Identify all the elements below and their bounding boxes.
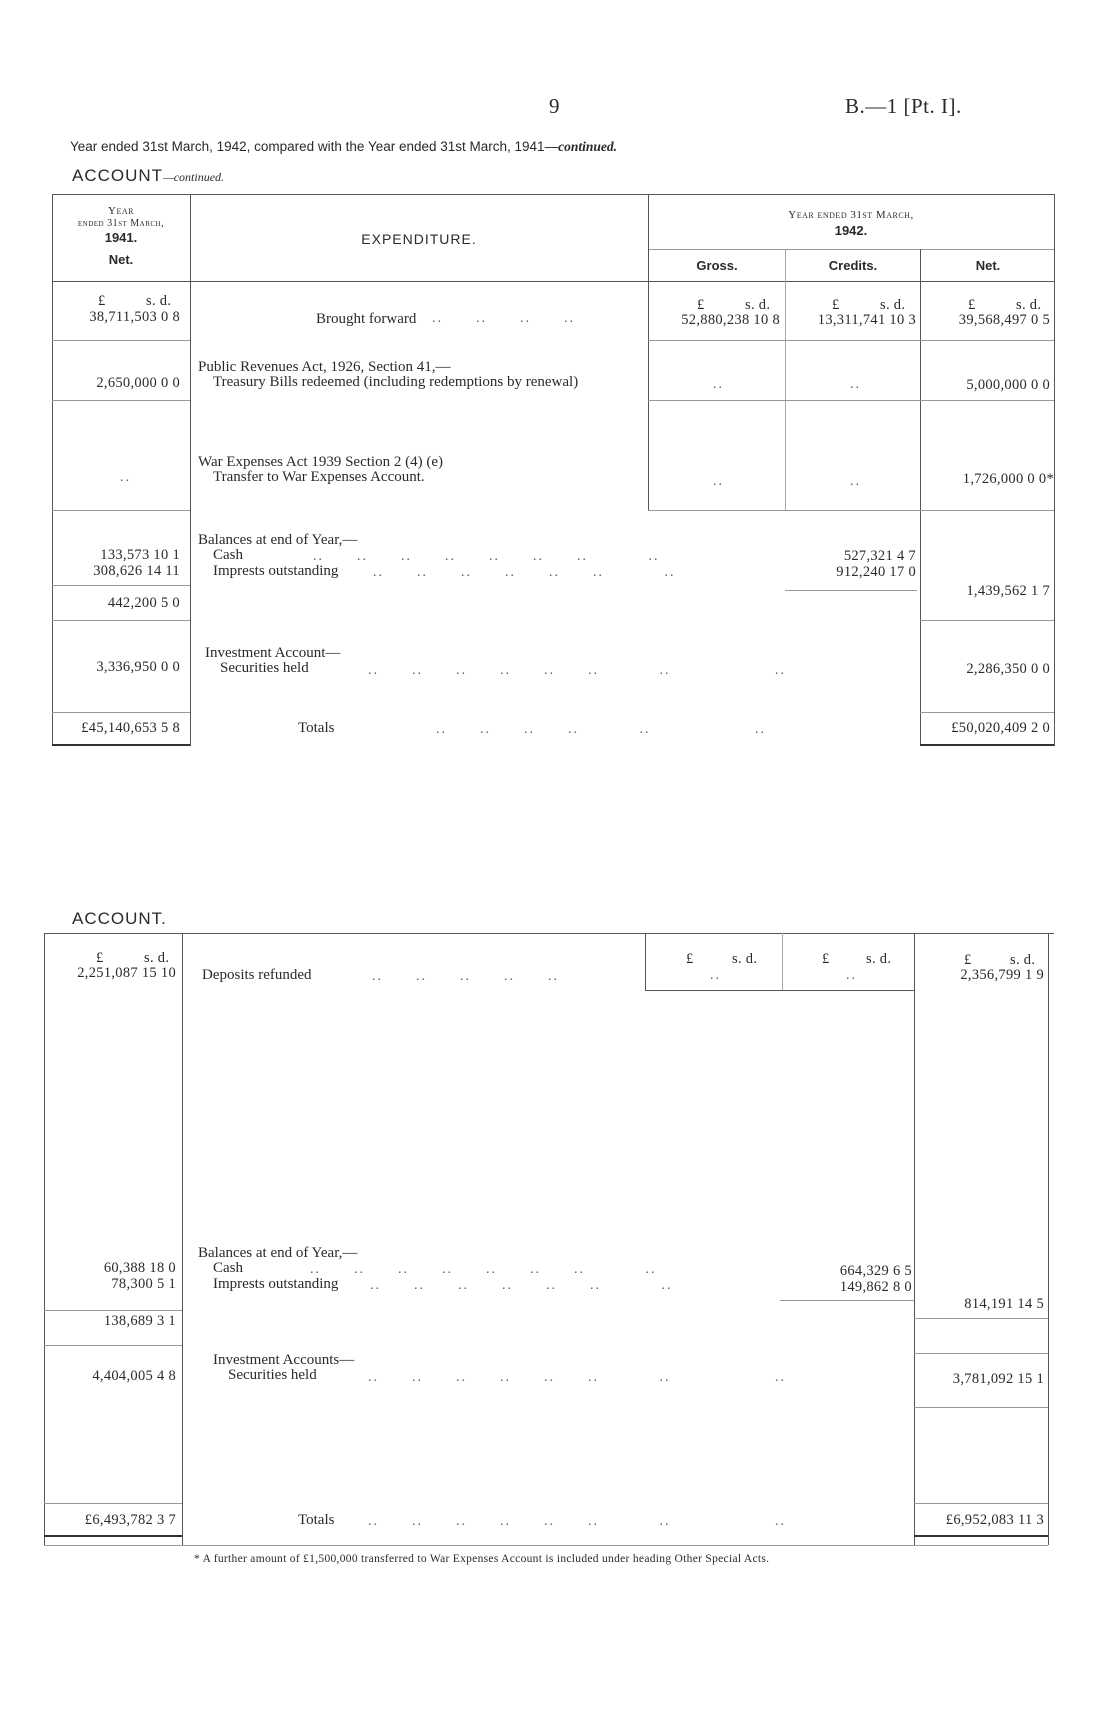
col-left-1941: 1941. <box>104 230 138 245</box>
col-right-1942: 1942. <box>834 223 868 238</box>
bottom-right-border <box>1048 933 1049 1545</box>
balances-imprest-credits: 149,862 8 0 <box>839 1279 912 1295</box>
totals-prev: £45,140,653 5 8 <box>81 720 180 736</box>
imprests-label: Imprests outstanding <box>213 563 339 579</box>
top-col-divider-1 <box>190 194 191 746</box>
public-revenues-net: 5,000,000 0 0 <box>966 377 1050 393</box>
brought-forward-prev: 38,711,503 0 8 <box>89 309 180 325</box>
sd-label: s. d. <box>1016 297 1042 313</box>
rule <box>44 1535 182 1537</box>
net-header: Net. <box>975 258 1001 273</box>
pound-sign: £ <box>968 297 976 313</box>
securities-label: Securities held <box>220 660 309 676</box>
bottom-col-divider-3 <box>782 933 783 991</box>
public-revenues-prev: 2,650,000 0 0 <box>96 375 180 391</box>
pound-sign: £ <box>96 950 104 966</box>
leader-dots: .. <box>713 377 724 392</box>
top-right-border <box>1054 194 1055 746</box>
rule <box>780 1300 914 1301</box>
pound-sign: £ <box>964 952 972 968</box>
sd-label: s. d. <box>146 293 172 309</box>
investment-heading: Investment Accounts— <box>213 1352 355 1368</box>
document-reference: B.—1 [Pt. I]. <box>845 94 962 118</box>
rule <box>785 590 917 591</box>
gross-header: Gross. <box>696 258 738 273</box>
rule <box>52 510 190 511</box>
rule <box>920 712 1054 713</box>
rule <box>52 620 190 621</box>
rule <box>914 1318 1048 1319</box>
balances-cash-prev: 133,573 10 1 <box>100 547 180 563</box>
deposits-prev: 2,251,087 15 10 <box>77 965 176 981</box>
rule <box>52 744 190 746</box>
investment-heading: Investment Account— <box>205 645 341 661</box>
balances-imprest-credits: 912,240 17 0 <box>836 564 916 580</box>
leader-dots: .. <box>710 968 721 983</box>
totals-label: Totals <box>298 720 335 736</box>
rule <box>914 1535 1048 1537</box>
leader-dots: .. <box>713 474 724 489</box>
balances-total-prev: 138,689 3 1 <box>103 1313 176 1329</box>
totals-net: £50,020,409 2 0 <box>951 720 1050 736</box>
rule <box>44 1503 182 1504</box>
top-left-border <box>52 194 53 746</box>
treasury-bills-label: Treasury Bills redeemed (including redemptions by renewal) <box>213 374 579 390</box>
bottom-account-heading: ACCOUNT. <box>72 909 167 928</box>
balances-heading: Balances at end of Year,— <box>198 532 358 548</box>
top-header-bottom-rule <box>52 281 1054 282</box>
war-expenses-prev: .. <box>120 470 131 485</box>
pound-sign: £ <box>697 297 705 313</box>
sd-label: s. d. <box>732 951 758 967</box>
footnote: * A further amount of £1,500,000 transferred to War Expenses Account is included under heading Other Special Acts. <box>194 1553 770 1565</box>
totals-net: £6,952,083 11 3 <box>945 1512 1044 1528</box>
top-table-top-rule <box>52 194 1054 195</box>
leader-dots: .. <box>850 474 861 489</box>
rule <box>648 340 1054 341</box>
leader-dots: .. .. .. .. .. .. .. .. <box>368 1514 786 1529</box>
top-subheader-rule <box>648 249 1054 250</box>
rule <box>52 585 190 586</box>
deposits-net: 2,356,799 1 9 <box>960 967 1044 983</box>
balances-imprest-prev: 308,626 14 11 <box>93 563 180 579</box>
col-right-year: Year ended 31st March, <box>788 209 914 221</box>
securities-label: Securities held <box>228 1367 317 1383</box>
page-number: 9 <box>549 94 560 118</box>
pound-sign: £ <box>686 951 694 967</box>
sd-label: s. d. <box>1010 952 1036 968</box>
rule <box>920 620 1054 621</box>
leader-dots: .. .. .. .. .. .. .. .. <box>368 663 786 678</box>
leader-dots: .. .. .. .. .. .. <box>436 722 766 737</box>
totals-label: Totals <box>298 1512 335 1528</box>
top-col-divider-3 <box>785 249 786 510</box>
credits-header: Credits. <box>828 258 878 273</box>
imprests-label: Imprests outstanding <box>213 1276 339 1292</box>
sd-label: s. d. <box>866 951 892 967</box>
investment-prev: 3,336,950 0 0 <box>96 659 180 675</box>
pound-sign: £ <box>822 951 830 967</box>
war-expenses-net: 1,726,000 0 0* <box>962 471 1054 487</box>
balances-net: 814,191 14 5 <box>964 1296 1044 1312</box>
rule <box>52 712 190 713</box>
brought-forward-gross: 52,880,238 10 8 <box>681 312 780 328</box>
leader-dots: .. .. .. .. <box>432 311 575 326</box>
bottom-col-divider-4 <box>914 933 915 1545</box>
bottom-col-divider-2 <box>645 933 646 991</box>
rule <box>44 1310 182 1311</box>
rule <box>645 990 914 991</box>
pound-sign: £ <box>832 297 840 313</box>
rule <box>52 400 190 401</box>
rule <box>914 1407 1048 1408</box>
rule <box>52 340 190 341</box>
balances-imprest-prev: 78,300 5 1 <box>111 1276 176 1292</box>
leader-dots: .. <box>850 377 861 392</box>
bottom-table-top-rule <box>44 933 1054 934</box>
totals-prev: £6,493,782 3 7 <box>84 1512 176 1528</box>
sd-label: s. d. <box>880 297 906 313</box>
top-col-divider-2 <box>648 194 649 510</box>
rule <box>44 1345 182 1346</box>
balances-cash-credits: 527,321 4 7 <box>843 548 916 564</box>
leader-dots: .. .. .. .. .. .. .. .. <box>310 1262 657 1277</box>
top-heading-suffix: —continued. <box>163 170 225 184</box>
war-expenses-transfer: Transfer to War Expenses Account. <box>213 469 425 485</box>
leader-dots: .. .. .. .. .. .. .. .. <box>368 1370 786 1385</box>
public-revenues-heading: Public Revenues Act, 1926, Section 41,— <box>198 359 451 375</box>
pound-sign: £ <box>98 293 106 309</box>
top-heading-main: ACCOUNT <box>72 166 164 185</box>
leader-dots: .. .. .. .. .. .. .. <box>370 1278 673 1293</box>
rule <box>648 510 1054 511</box>
investment-net: 2,286,350 0 0 <box>966 661 1050 677</box>
col-left-year: Year <box>108 205 134 217</box>
sd-label: s. d. <box>745 297 771 313</box>
balances-cash-prev: 60,388 18 0 <box>103 1260 176 1276</box>
bottom-col-divider-1 <box>182 933 183 1545</box>
brought-forward-credits: 13,311,741 10 3 <box>817 312 916 328</box>
balances-cash-credits: 664,329 6 5 <box>839 1263 912 1279</box>
investment-net: 3,781,092 15 1 <box>952 1371 1044 1387</box>
sd-label: s. d. <box>144 950 170 966</box>
top-account-heading <box>72 166 224 186</box>
balances-heading: Balances at end of Year,— <box>198 1245 358 1261</box>
rule <box>920 744 1054 746</box>
investment-prev: 4,404,005 4 8 <box>92 1368 176 1384</box>
bottom-left-border <box>44 933 45 1545</box>
expenditure-header: EXPENDITURE. <box>361 231 477 247</box>
rule <box>914 1503 1048 1504</box>
rule <box>648 400 1054 401</box>
subtitle-continued: continued. <box>558 139 617 154</box>
balances-net: 1,439,562 1 7 <box>966 583 1050 599</box>
leader-dots: .. .. .. .. .. .. .. <box>373 565 676 580</box>
cash-label: Cash <box>213 547 243 563</box>
col-left-net: Net. <box>108 252 134 267</box>
brought-forward-net: 39,568,497 0 5 <box>958 312 1050 328</box>
leader-dots: .. <box>846 968 857 983</box>
cash-label: Cash <box>213 1260 243 1276</box>
balances-total-prev: 442,200 5 0 <box>107 595 180 611</box>
leader-dots: .. .. .. .. .. <box>372 969 559 984</box>
rule <box>914 1353 1048 1354</box>
col-left-ended: ended 31st March, <box>77 218 165 229</box>
bottom-table-bottom-rule <box>44 1545 1048 1546</box>
subtitle-main: Year ended 31st March, 1942, compared with the Year ended 31st March, 1941— <box>70 139 559 154</box>
deposits-label: Deposits refunded <box>202 967 312 983</box>
subtitle <box>70 139 617 155</box>
brought-forward-label: Brought forward <box>316 311 417 327</box>
war-expenses-heading: War Expenses Act 1939 Section 2 (4) (e) <box>198 454 443 470</box>
leader-dots: .. .. .. .. .. .. .. .. <box>313 549 660 564</box>
